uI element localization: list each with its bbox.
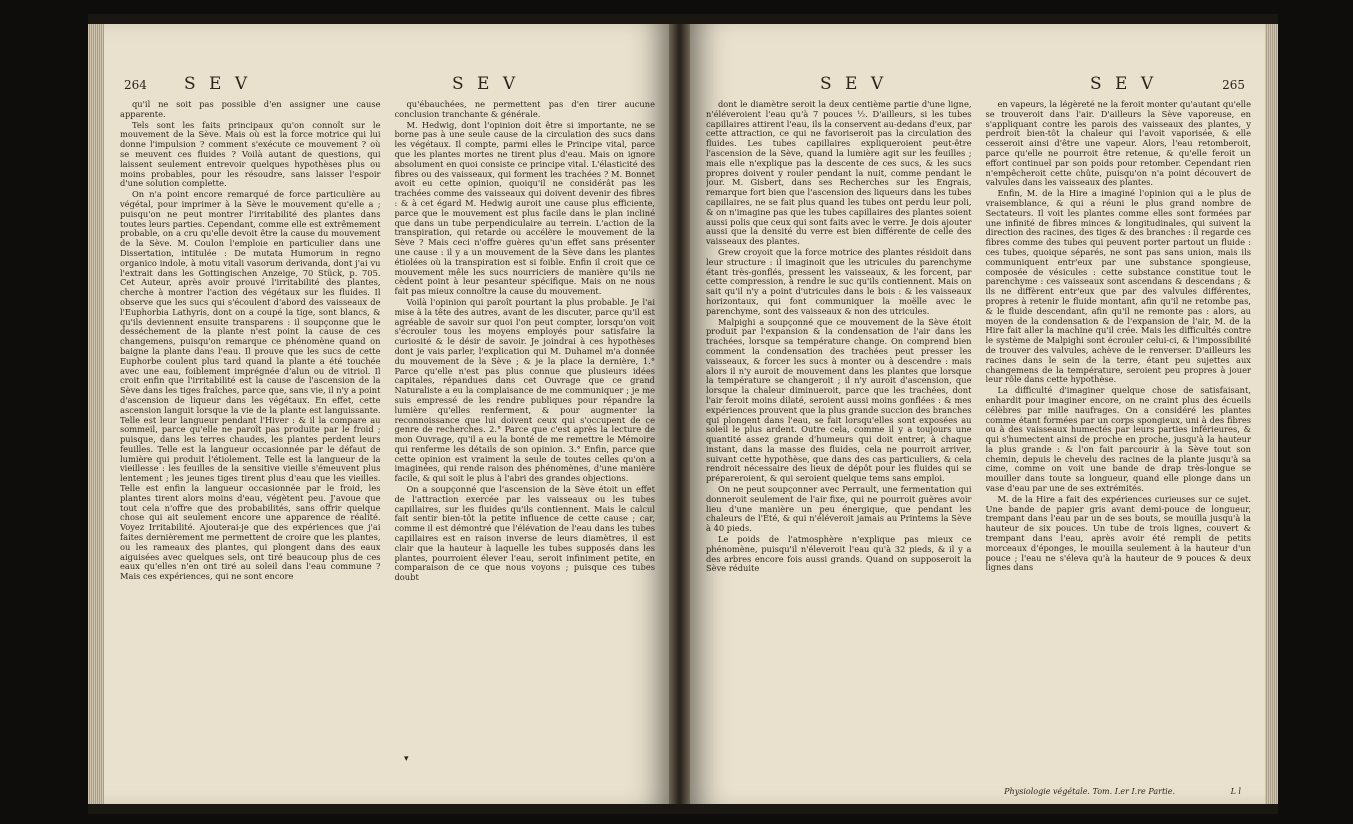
right-page-header (710, 74, 1245, 98)
paragraph: On a soupçonné que l'ascension de la Sève étoit un effet de l'attraction exercée par les vaisseaux ou les tubes capillaires, sur les fluides qu'ils contiennent. Mais le calcul fait sentir bien-tôt la petite influence de cette cause ; car, comme il est démontré que l'élévation de l'eau dans les tubes capillaires est en raison inverse de leurs diamètres, il est clair que la hauteur à laquelle les tubes supposés dans les plantes, pourroient élever l'eau, seroit infiniment petite, en comparaison de ce que nous voyons ; puisque ces tubes doubt (394, 484, 655, 583)
page-footer: Physiologie végétale. Tom. I.er I.re Partie. (1004, 787, 1175, 796)
open-book (88, 14, 1278, 814)
right-page-columns (706, 100, 1251, 790)
paragraph: Grew croyoit que la force motrice des plantes résidoit dans leur structure : il imaginoit que les utricules du parenchyme étant très-gonflés, pressent les vaisseaux, & les forcent, par cette compression, à rendre le suc qu'ils contiennent. Mais on sait qu'il n'y a point d'utricules dans le bois : & les vaisseaux horizontaux, qui font communiquer la moëlle avec le parenchyme, sont des vaisseaux & non des utricules. (706, 246, 972, 316)
paragraph: Tels sont les faits principaux qu'on connoît sur le mouvement de la Sève. Mais où est la force motrice qui lui donne l'impulsion ? comment s'exécute ce mouvement ? où se meuvent ces fluides ? Voilà autant de questions, qui laissent seulement entrevoir quelques hypothèses plus ou moins probables, pour les résoudre, sans laisser l'espoir d'une solution complette. (120, 119, 381, 189)
left-running-head-1: S E V (184, 74, 252, 94)
paragraph: Malpighi a soupçonné que ce mouvement de la Sève étoit produit par l'expansion & la condensation de l'air dans les trachées, lorsque sa température change. On comprend bien comment la condensation des trachées peut presser les vaisseaux, & forcer les sucs à monter ou à descendre : mais alors il n'y auroit de mouvement dans les plantes que lorsque la température se changeroit ; il n'y auroit d'ascension, que lorsque la chaleur diminueroit, parce que les trachées, dont l'air feroit moins dilaté, seroient aussi moins gonflées : & mes expériences prouvent que la plus grande succion des branches qui plongent dans l'eau, se fait lorsqu'elles sont exposées au soleil le plus ardent. Outre cela, comme il y a toujours une quantité assez grande d'humeurs qui doit entrer, à chaque instant, dans la masse des fluides, cela ne pourroit arriver, suivant cette hypothèse, que dans des cas particuliers, & cela rendroit nécessaire des lieux de dépôt pour les fluides qui se prépareroient, & qui seroient quelque tems sans emploi. (706, 316, 972, 484)
right-column-2 (986, 100, 1252, 790)
paragraph: Enfin, M. de la Hire a imaginé l'opinion qui a le plus de vraisemblance, & qui a réuni le plus grand nombre de Sectateurs. Il voit les plantes comme elles sont formées par une infinité de fibres minces & longitudinales, qui suivent la direction des racines, des tiges & des branches : il regarde ces fibres comme des tubes qui peuvent porter partout un fluide : ces tubes, quoique séparés, ne sont pas sans union, mais ils communiquent entr'eux par une substance spongieuse, composée de vésicules : cette substance constitue tout le parenchyme : ces vaisseaux sont ascendans & descendans ; & ils ne diffèrent entr'eux que par des valvules différentes, propres à retenir le fluide montant, afin qu'il ne retombe pas, & le fluide descendant, afin qu'il ne remonte pas : alors, au moyen de la condensation & de l'expansion de l'air, M. de la Hire fait aller la machine qu'il crée. Mais les difficultés contre le système de Malpighi sont écrouler celui-ci, & l'impossibilité de trouver des valvules, achève de le renverser. D'ailleurs les racines dans le sein de la terre, étant peu sujettes aux changemens de la température, seroient peu propres à jouer leur rôle dans cette hypothèse. (985, 188, 1251, 385)
paragraph: La difficulté d'imaginer quelque chose de satisfaisant, enhardit pour imaginer encore, on ne craint plus des écueils célèbres par mille naufrages. On a considéré les plantes comme étant formées par un corps spongieux, uni à des fibres ou à des vaisseaux humectés par leurs parties inférieures, & qui s'humectent ainsi de proche en proche, jusqu'à la hauteur la plus grande : & l'on fait parcourir à la Sève tout son chemin, depuis le chevelu des racines de la plante jusqu'à sa cime, comme on voit une bande de drap très-longue se mouiller dans toute sa longueur, quand elle plonge dans un vase d'eau par une de ses extrémités. (985, 385, 1251, 494)
paragraph: qu'ébauchées, ne permettent pas d'en tirer aucune conclusion tranchante & générale. (394, 100, 655, 119)
right-column-1 (706, 100, 972, 790)
left-page (104, 24, 669, 804)
left-page-edges (88, 24, 104, 804)
paragraph: M. de la Hire a fait des expériences curieuses sur ce sujet. Une bande de papier gris avant demi-pouce de longueur, trempant dans l'eau par un de ses bouts, se mouilla jusqu'à la hauteur de six pouces. Un tube de trois lignes, couvert & trempant dans l'eau, après avoir été rempli de petits morceaux d'éponges, le mouilla seulement à la hauteur d'un pouce ; l'eau ne s'éleva qu'à la hauteur de 9 pouces & deux lignes dans (985, 493, 1251, 573)
left-column-1 (120, 100, 381, 790)
left-page-header (124, 74, 649, 98)
paragraph: dont le diamètre seroit la deux centième partie d'une ligne, n'éléveroient l'eau qu'à 7 pouces ½. D'ailleurs, si les tubes capillaires attirent l'eau, ils la conservent au-dedans d'eux, par cette attraction, ce qui ne favoriseroit pas la circulation des fluides. Les tubes capillaires expliqueroient peut-être l'ascension de la Sève, quand la lumière agit sur les feuilles ; mais elle n'explique pas la descente de ces sucs, & les sucs propres doivent y rouler pendant la nuit, comme pendant le jour. M. Gisbert, dans ses Recherches sur les Engrais, remarque fort bien que l'ascension des liqueurs dans les tubes capillaires, ne se fait plus quand les tubes ont perdu leur poli, & on n'imagine pas que les tubes capillaires des plantes soient aussi polis que ceux qui sont faits avec le verre. Je dois ajouter aussi que la densité du verre est bien différente de celle des vaisseaux des plantes. (706, 100, 972, 247)
paragraph: On ne peut soupçonner avec Perrault, une fermentation qui donneroit seulement de l'air fixe, qui ne pourroit guères avoir lieu d'une manière un peu énergique, que pendant les chaleurs de l'Été, & qui n'éléveroit jamais au Printems la Sève à 40 pieds. (706, 484, 972, 534)
right-running-head-2: S E V (1090, 74, 1158, 94)
paragraph: On n'a point encore remarqué de force particulière au végétal, pour imprimer à la Sève le mouvement qu'elle a ; puisqu'on ne peut montrer l'irritabilité des plantes dans toutes leurs parties. Cependant, comme elle est extrêmement probable, on a cru qu'elle devoit être la cause du mouvement de la Sève. M. Coulon l'emploie en particulier dans une Dissertation, intitulée : De mutata Humorum in regno organico indole, à motu vitali vasorum derivanda, dont j'ai vu l'extrait dans les Gottingischen Anzeige, 70 Stück, p. 705. Cet Auteur, après avoir prouvé l'irritabilité des plantes, cherche à montrer l'action des végétaux sur les fluides. Il observe que les sucs qui s'écoulent d'abord des vaisseaux de l'Euphorbia Lathyris, dont on a coupé la tige, sont blancs, & qu'ils deviennent ensuite transparens : il soupçonne que le desséchement de la plante n'est point la cause de ces changemens, puisqu'on remarque ce phénomène quand on baigne la plante dans l'eau. Il prouve que les sucs de cette Euphorbe coulent plus tard quand la plante a été touchée avec une eau, foiblement imprégnée d'alun ou de vitriol. Il croit enfin que l'irritabilité est la cause de l'ascension de la Sève dans les tiges fraîches, parce que, sans vie, il n'y a point d'ascension de liqueur dans les végétaux. En effet, cette ascension languit lorsque la vie de la plante est languissante. Telle est leur langueur pendant l'Hiver : & il la compare au sommeil, parce qu'elle ne paroît pas produite par le froid ; puisque, dans les terres chaudes, les plantes perdent leurs feuilles. Telle est la langueur occasionnée par le défaut de lumière qui produit l'étiolement. Telle est la langueur de la vieillesse : les feuilles de la sensitive vieille s'émeuvent plus lentement ; les jeunes tiges tirent plus d'eau que les vieilles. Telle est enfin la langueur occasionnée par le froid, les plantes tirent alors moins d'eau, végètent peu. J'avoue que tout cela n'offre que des probabilités, sans offrir quelque chose qui ait seulement encore une apparence de réalité. Voyez Irritabilité. Ajouterai-je que des expériences que j'ai faites dernièrement me permettent de croire que les plantes, ou les rameaux des plantes, qui plongent dans des eaux aiguisées avec quelques sels, ont tiré beaucoup plus de ces eaux qu'elles n'en ont tiré au soleil dans l'eau commune ? Mais ces expériences, qui ne sont encore (120, 189, 381, 582)
right-page (690, 24, 1265, 804)
right-running-head-1: S E V (820, 74, 888, 94)
paragraph: Voilà l'opinion qui paroît pourtant la plus probable. Je l'ai mise à la tête des autres, avant de les discuter, parce qu'il est agréable de savoir sur quoi l'on peut compter, lorsqu'on voit s'écrouler tous les moyens employés pour satisfaire la curiosité & le désir de savoir. Je joindrai à ces hypothèses dont je vais parler, l'explication qui M. Duhamel m'a donnée du mouvement de la Sève ; & je la place la dernière, 1.° Parce qu'elle n'est pas plus connue que plusieurs idées capitales, répandues dans cet Ouvrage que ce grand Naturaliste a eu la complaisance de me communiquer ; je me suis empressé de les rendre publiques pour répandre la lumière qu'elles renferment, & pour augmenter la reconnoissance que lui doivent ceux qui s'occupent de ce genre de recherches. 2.° Parce que c'est après la lecture de mon Ouvrage, qu'il a eu la bonté de me remettre le Mémoire qui renferme les détails de son opinion. 3.° Enfin, parce que cette opinion est vraiment la seule de toutes celles qu'on a imaginées, qui rende raison des phénomènes, d'une manière facile, & qui soit le plus à l'abri des grandes objections. (394, 296, 655, 484)
left-running-head-2: S E V (452, 74, 520, 94)
signature-mark: L l (1230, 787, 1241, 796)
book-gutter (669, 24, 690, 804)
right-page-edges (1265, 24, 1278, 804)
right-page-number: 265 (1222, 78, 1245, 92)
paragraph: Le poids de l'atmosphère n'explique pas mieux ce phénomène, puisqu'il n'éleveroit l'eau qu'à 32 pieds, & il y a des arbres encore fois aussi grands. Quand on supposeroit la Sève réduite (706, 534, 972, 574)
paragraph: M. Hedwig, dont l'opinion doit être si importante, ne se borne pas à une seule cause de la circulation des sucs dans les végétaux. Il compte, parmi elles le Principe vital, parce que les plantes mortes ne tirent plus d'eau. Mais on ignore absolument en quoi consiste ce principe vital. L'élasticité des fibres ou des vaisseaux, qui forment les trachées ? M. Bonnet avoit eu cette opinion, quoiqu'il ne considérât pas les trachées comme des vaisseaux qui doivent devenir des fibres : & à cet égard M. Hedwig auroit une cause plus efficiente, parce que le mouvement est plus facile dans le plan incliné que dans un tube perpendiculaire au terrein. L'action de la transpiration, qui retarde ou accélère le mouvement de la Sève ? Mais ceci n'offre guères qu'un effet sans présenter une cause : il y a un mouvement de la Sève dans les plantes étiolées où la transpiration est si foible. Enfin il croit que ce mouvement mêle les sucs nourriciers de manière qu'ils ne cèdent point à leur pesanteur spécifique. Mais on ne nous fait pas mieux connoître la cause du mouvement. (394, 119, 655, 297)
paragraph: en vapeurs, la légèreté ne la feroit monter qu'autant qu'elle se trouveroit dans l'air. D'ailleurs la Sève vaporeuse, en s'appliquant contre les parois des vaisseaux des plantes, y perdroit bien-tôt la chaleur qui l'avoit vaporisée, & elle cesseroit ainsi d'être une vapeur. Alors, l'eau retomberoit, parce qu'elle ne pourroit être retenue, & qu'elle feroit un effort continuel par son poids pour retomber. Cependant rien n'empêcheroit cette chûte, puisqu'on n'a point découvert de valvules dans les vaisseaux des plantes. (985, 100, 1251, 188)
left-page-columns (120, 100, 655, 790)
left-page-number: 264 (124, 78, 147, 92)
ink-mark: ▾ (404, 754, 409, 764)
left-column-2 (395, 100, 656, 790)
paragraph: qu'il ne soit pas possible d'en assigner une cause apparente. (120, 100, 381, 119)
